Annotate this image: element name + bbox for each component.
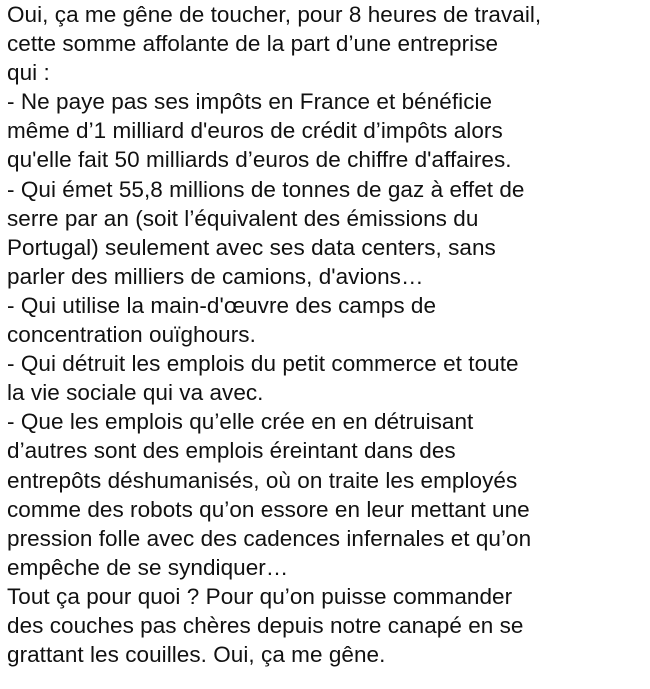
text-line-18: comme des robots qu’on essore en leur mettant une xyxy=(7,496,530,522)
text-line-11: - Qui utilise la main-d'œuvre des camps de xyxy=(7,292,437,318)
text-line-5: même d’1 milliard d'euros de crédit d’impôts alors xyxy=(7,118,503,144)
text-line-20: empêche de se syndiquer… xyxy=(7,554,289,580)
text-line-7: - Qui émet 55,8 millions de tonnes de gaz à effet de xyxy=(7,176,525,202)
text-line-3: qui : xyxy=(7,60,50,86)
text-line-15: - Que les emplois qu’elle crée en en détruisant xyxy=(7,409,474,435)
text-line-21: Tout ça pour quoi ? Pour qu’on puisse commander xyxy=(7,583,513,609)
text-line-4: - Ne paye pas ses impôts en France et bénéficie xyxy=(7,89,493,115)
text-line-16: d’autres sont des emplois éreintant dans des xyxy=(7,438,456,464)
text-line-22: des couches pas chères depuis notre canapé en se xyxy=(7,612,524,638)
text-line-23: grattant les couilles. Oui, ça me gêne. xyxy=(7,642,386,668)
text-line-13: - Qui détruit les emplois du petit commerce et toute xyxy=(7,351,519,377)
text-line-6: qu'elle fait 50 milliards d’euros de chiffre d'affaires. xyxy=(7,147,512,173)
text-line-14: la vie sociale qui va avec. xyxy=(7,380,264,406)
text-line-12: concentration ouïghours. xyxy=(7,322,256,348)
post-text xyxy=(7,0,647,669)
text-line-10: parler des milliers de camions, d'avions… xyxy=(7,263,424,289)
text-line-1: Oui, ça me gêne de toucher, pour 8 heures de travail, xyxy=(7,2,542,27)
text-line-17: entrepôts déshumanisés, où on traite les employés xyxy=(7,467,518,493)
text-line-2: cette somme affolante de la part d’une entreprise xyxy=(7,31,499,57)
text-line-9: Portugal) seulement avec ses data centers, sans xyxy=(7,234,496,260)
text-line-19: pression folle avec des cadences infernales et qu’on xyxy=(7,525,532,551)
text-line-8: serre par an (soit l’équivalent des émissions du xyxy=(7,205,479,231)
